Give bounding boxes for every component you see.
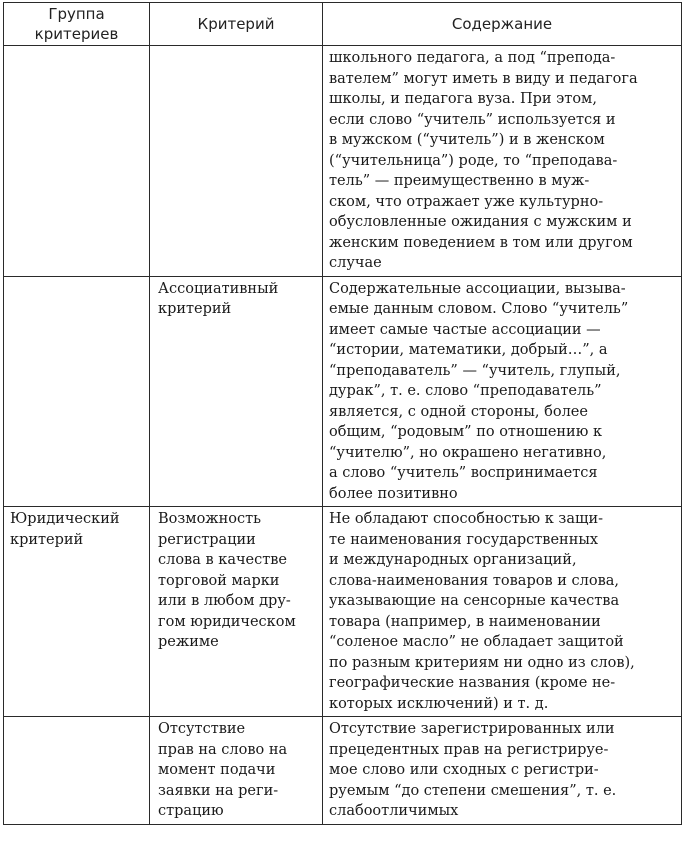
text-line: женским поведением в том или другом bbox=[329, 234, 633, 251]
text-line: товара (например, в наименовании bbox=[329, 613, 601, 630]
text-line: или в любом дру- bbox=[158, 593, 291, 609]
group-cell bbox=[4, 276, 150, 507]
text-line: имеет самые частые ассоциации — bbox=[329, 321, 601, 338]
text-line: “преподаватель” — “учитель, глупый, bbox=[329, 362, 621, 379]
text-line: регистрации bbox=[158, 531, 256, 548]
text-line: “соленое масло” не обладает защитой bbox=[329, 634, 624, 650]
text-line: “истории, математики, добрый…”, а bbox=[329, 342, 608, 358]
table-row bbox=[4, 276, 682, 507]
criteria-table bbox=[3, 2, 682, 825]
text-line: школы, и педагога вуза. При этом, bbox=[329, 91, 597, 107]
text-line: общим, “родовым” по отношению к bbox=[329, 424, 603, 440]
content-cell bbox=[323, 46, 682, 277]
header-line: Содержание bbox=[451, 15, 553, 33]
text-line: Отсутствие bbox=[158, 721, 246, 737]
text-line: прецедентных прав на регистрируе- bbox=[329, 741, 609, 758]
text-line: режиме bbox=[158, 634, 219, 650]
text-line: Возможность bbox=[158, 511, 262, 527]
text-line: тель” — преимущественно в муж- bbox=[329, 173, 590, 189]
text-line: Юридический bbox=[10, 511, 120, 527]
text-line: страцию bbox=[158, 803, 224, 819]
criterion-cell bbox=[150, 507, 323, 717]
header-content bbox=[323, 3, 682, 46]
text-line: а слово “учитель” воспринимается bbox=[329, 465, 598, 481]
text-line: ском, что отражает уже культурно- bbox=[329, 193, 604, 210]
group-cell bbox=[4, 46, 150, 277]
text-line: школьного педагога, а под “препода- bbox=[329, 50, 616, 66]
text-line: критерий bbox=[158, 301, 232, 317]
table-row bbox=[4, 717, 682, 825]
text-line: торговой марки bbox=[158, 572, 280, 589]
header-line: Группа bbox=[48, 5, 105, 23]
text-line: если слово “учитель” используется и bbox=[329, 111, 616, 128]
text-line: момент подачи bbox=[158, 762, 276, 778]
text-line: Отсутствие зарегистрированных или bbox=[329, 721, 615, 737]
text-line: (“учительница”) роде, то “преподава- bbox=[329, 152, 618, 169]
header-line: критериев bbox=[34, 25, 119, 43]
text-line: более позитивно bbox=[329, 485, 458, 502]
text-line: Содержательные ассоциации, вызыва- bbox=[329, 280, 626, 297]
content-cell bbox=[323, 276, 682, 507]
text-line: заявки на реги- bbox=[158, 782, 279, 799]
text-line: и международных организаций, bbox=[329, 552, 577, 568]
text-line: те наименования государственных bbox=[329, 531, 599, 548]
text-line: гом юридическом bbox=[158, 613, 296, 630]
table-body bbox=[4, 46, 682, 825]
text-line: вателем” могут иметь в виду и педагога bbox=[329, 70, 638, 87]
criterion-cell bbox=[150, 717, 323, 825]
header-group bbox=[4, 3, 150, 46]
text-line: дурак”, т. е. слово “преподаватель” bbox=[329, 383, 602, 399]
criterion-cell bbox=[150, 276, 323, 507]
text-line: по разным критериям ни одно из слов), bbox=[329, 654, 635, 671]
text-line: случае bbox=[329, 255, 382, 271]
text-line: является, с одной стороны, более bbox=[329, 403, 588, 420]
text-line: Не обладают способностью к защи- bbox=[329, 511, 604, 527]
text-line: Ассоциативный bbox=[158, 280, 279, 297]
text-line: “учителю”, но окрашено негативно, bbox=[329, 444, 607, 461]
text-line: слабоотличимых bbox=[329, 803, 459, 819]
content-cell bbox=[323, 507, 682, 717]
table-row bbox=[4, 46, 682, 277]
header-row bbox=[4, 3, 682, 46]
group-cell bbox=[4, 717, 150, 825]
content-cell bbox=[323, 717, 682, 825]
text-line: которых исключений) и т. д. bbox=[329, 695, 549, 712]
text-line: критерий bbox=[10, 531, 84, 548]
text-line: слова-наименования товаров и слова, bbox=[329, 572, 619, 589]
criterion-cell bbox=[150, 46, 323, 277]
text-line: указывающие на сенсорные качества bbox=[329, 593, 620, 609]
text-line: географические названия (кроме не- bbox=[329, 675, 616, 691]
text-line: прав на слово на bbox=[158, 741, 288, 758]
text-line: обусловленные ожидания с мужским и bbox=[329, 214, 632, 230]
text-line: руемым “до степени смешения”, т. е. bbox=[329, 782, 617, 799]
text-line: слова в качестве bbox=[158, 552, 288, 568]
text-line: мое слово или сходных с регистри- bbox=[329, 762, 599, 778]
group-cell bbox=[4, 507, 150, 717]
header-line: Критерий bbox=[197, 15, 275, 33]
header-criterion bbox=[150, 3, 323, 46]
text-line: емые данным словом. Слово “учитель” bbox=[329, 301, 629, 317]
text-line: в мужском (“учитель”) и в женском bbox=[329, 132, 605, 148]
table-row bbox=[4, 507, 682, 717]
